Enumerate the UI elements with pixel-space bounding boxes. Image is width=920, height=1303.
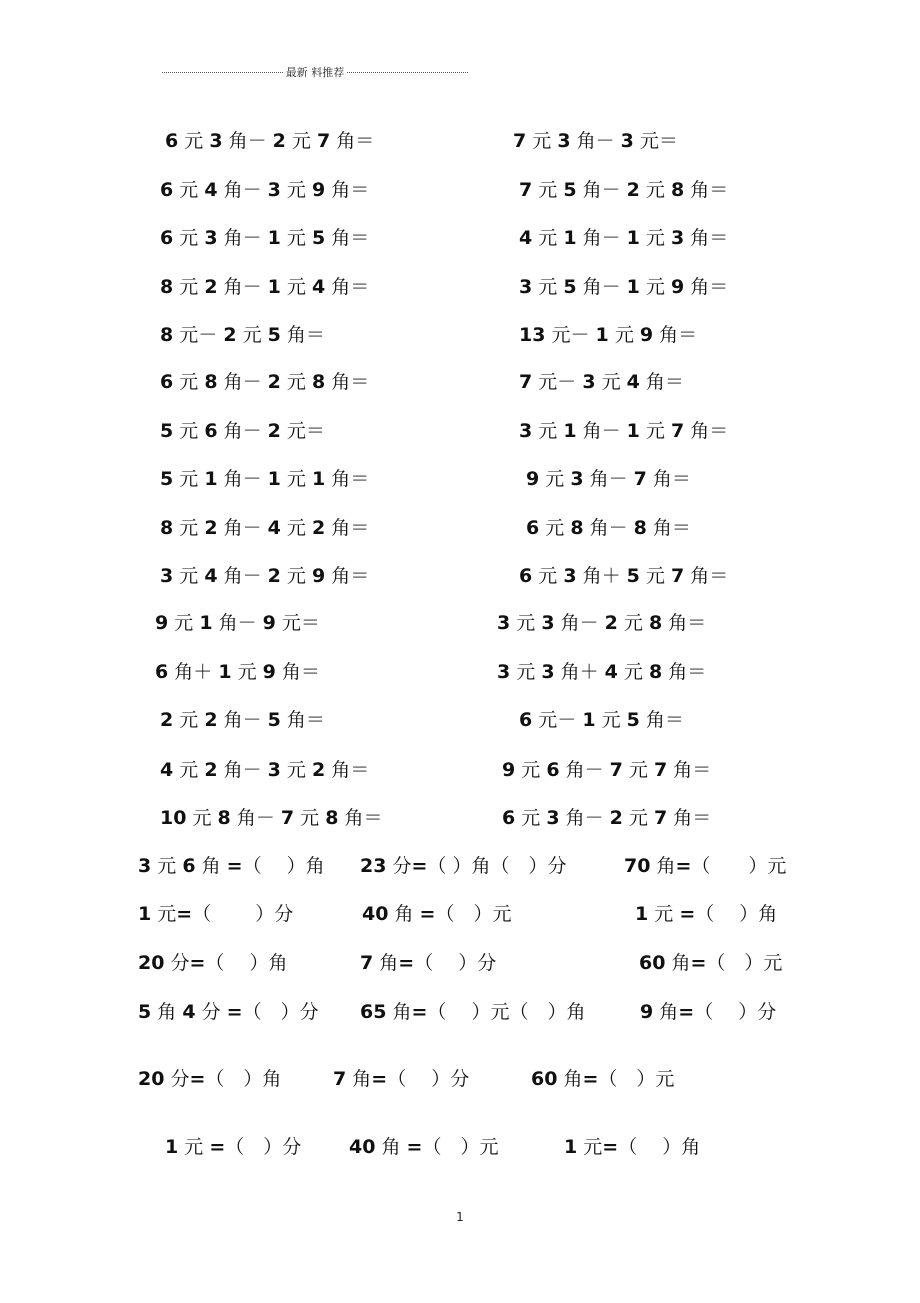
conversion-2-3: 1 元 =（ ）角 bbox=[635, 903, 778, 925]
page-number: 1 bbox=[456, 1210, 464, 1224]
conversion-4-2: 65 角=（ ）元（ ）角 bbox=[360, 1001, 586, 1023]
conversion-1-3: 70 角=（ ）元 bbox=[624, 855, 787, 877]
left-problem-14: 4 元 2 角－ 3 元 2 角＝ bbox=[160, 759, 370, 781]
right-problem-10: 6 元 3 角＋ 5 元 7 角＝ bbox=[519, 565, 729, 587]
left-problem-8: 5 元 1 角－ 1 元 1 角＝ bbox=[160, 468, 370, 490]
left-problem-15: 10 元 8 角－ 7 元 8 角＝ bbox=[160, 807, 383, 829]
right-problem-9: 6 元 8 角－ 8 角＝ bbox=[526, 517, 691, 539]
right-problem-14: 9 元 6 角－ 7 元 7 角＝ bbox=[502, 759, 712, 781]
left-problem-9: 8 元 2 角－ 4 元 2 角＝ bbox=[160, 517, 370, 539]
header-dotted-rule-right bbox=[347, 72, 468, 73]
right-problem-2: 7 元 5 角－ 2 元 8 角＝ bbox=[519, 179, 729, 201]
conversion-3-1: 20 分=（ ）角 bbox=[138, 952, 288, 974]
header-dotted-rule-left bbox=[162, 72, 283, 73]
conversion-6-2: 40 角 =（ ）元 bbox=[349, 1136, 499, 1158]
left-problem-10: 3 元 4 角－ 2 元 9 角＝ bbox=[160, 565, 370, 587]
left-problem-2: 6 元 4 角－ 3 元 9 角＝ bbox=[160, 179, 370, 201]
left-problem-6: 6 元 8 角－ 2 元 8 角＝ bbox=[160, 371, 370, 393]
right-problem-12: 3 元 3 角＋ 4 元 8 角＝ bbox=[497, 661, 707, 683]
conversion-5-2: 7 角=（ ）分 bbox=[333, 1068, 470, 1090]
conversion-2-2: 40 角 =（ ）元 bbox=[362, 903, 512, 925]
left-problem-13: 2 元 2 角－ 5 角＝ bbox=[160, 709, 325, 731]
left-problem-1: 6 元 3 角－ 2 元 7 角＝ bbox=[165, 130, 375, 152]
left-problem-5: 8 元－ 2 元 5 角＝ bbox=[160, 324, 325, 346]
left-problem-12: 6 角＋ 1 元 9 角＝ bbox=[155, 661, 320, 683]
right-problem-8: 9 元 3 角－ 7 角＝ bbox=[526, 468, 691, 490]
conversion-4-3: 9 角=（ ）分 bbox=[640, 1001, 777, 1023]
conversion-4-1: 5 角 4 分 =（ ）分 bbox=[138, 1001, 319, 1023]
conversion-5-1: 20 分=（ ）角 bbox=[138, 1068, 282, 1090]
conversion-6-3: 1 元=（ ）角 bbox=[564, 1136, 701, 1158]
conversion-1-1: 3 元 6 角 =（ ）角 bbox=[138, 855, 325, 877]
conversion-6-1: 1 元 =（ ）分 bbox=[165, 1136, 302, 1158]
conversion-1-2: 23 分=（ ）角（ ）分 bbox=[360, 855, 567, 877]
right-problem-7: 3 元 1 角－ 1 元 7 角＝ bbox=[519, 420, 729, 442]
page-header bbox=[162, 62, 468, 82]
right-problem-5: 13 元－ 1 元 9 角＝ bbox=[519, 324, 698, 346]
right-problem-1: 7 元 3 角－ 3 元＝ bbox=[513, 130, 678, 152]
left-problem-3: 6 元 3 角－ 1 元 5 角＝ bbox=[160, 227, 370, 249]
conversion-5-3: 60 角=（ ）元 bbox=[531, 1068, 675, 1090]
right-problem-11: 3 元 3 角－ 2 元 8 角＝ bbox=[497, 612, 707, 634]
right-problem-3: 4 元 1 角－ 1 元 3 角＝ bbox=[519, 227, 729, 249]
left-problem-4: 8 元 2 角－ 1 元 4 角＝ bbox=[160, 276, 370, 298]
right-problem-4: 3 元 5 角－ 1 元 9 角＝ bbox=[519, 276, 729, 298]
header-title: 最新 料推荐 bbox=[285, 66, 345, 79]
conversion-3-2: 7 角=（ ）分 bbox=[360, 952, 497, 974]
left-problem-7: 5 元 6 角－ 2 元＝ bbox=[160, 420, 325, 442]
right-problem-13: 6 元－ 1 元 5 角＝ bbox=[519, 709, 684, 731]
conversion-2-1: 1 元=（ ）分 bbox=[138, 903, 294, 925]
right-problem-6: 7 元－ 3 元 4 角＝ bbox=[519, 371, 684, 393]
conversion-3-3: 60 角=（ ）元 bbox=[639, 952, 783, 974]
right-problem-15: 6 元 3 角－ 2 元 7 角＝ bbox=[502, 807, 712, 829]
left-problem-11: 9 元 1 角－ 9 元＝ bbox=[155, 612, 320, 634]
